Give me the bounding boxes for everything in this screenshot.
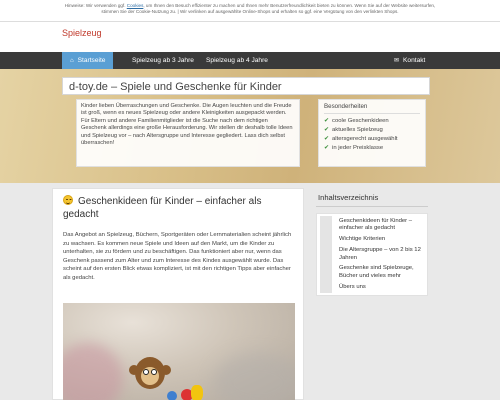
toc-item[interactable]: Die Altersgruppe – von 2 bis 12 Jahren — [317, 245, 427, 264]
nav-item-label: Startseite — [77, 57, 106, 64]
nav-item-label: Kontakt — [403, 57, 426, 64]
site-header — [0, 22, 500, 52]
check-icon: ✔ — [324, 118, 330, 124]
main-nav — [0, 52, 500, 69]
toc-list — [316, 213, 428, 296]
home-icon: ⌂ — [70, 58, 74, 64]
mail-icon: ✉ — [394, 58, 400, 64]
nav-item-ab-3-jahre[interactable] — [124, 52, 202, 69]
hero-banner — [0, 69, 500, 183]
toc-title: Inhaltsverzeichnis — [316, 188, 428, 207]
nav-item-label: Spielzeug ab 3 Jahre — [132, 57, 194, 64]
feature-label: in jeder Preisklasse — [332, 145, 384, 151]
site-brand[interactable]: Spielzeug — [62, 28, 102, 38]
nav-item-kontakt[interactable] — [386, 52, 433, 69]
nav-item-label: Spielzeug ab 4 Jahre — [206, 57, 268, 64]
feature-item — [324, 126, 420, 135]
sidebar — [316, 188, 428, 400]
feature-item — [324, 144, 420, 153]
check-icon: ✔ — [324, 127, 330, 133]
features-box-title: Besonderheiten — [324, 103, 420, 114]
hero-title: d-toy.de – Spiele und Geschenke für Kinder — [62, 77, 430, 95]
toc-item[interactable]: Wichtige Kriterien — [317, 235, 427, 246]
toc-item[interactable]: Geschenke sind Spielzeuge, Bücher und vieles mehr — [317, 264, 427, 283]
cookies-link[interactable]: Cookies — [126, 3, 144, 8]
feature-label: altersgerecht ausgewählt — [332, 136, 398, 142]
cookie-notice-text-2: , um Ihnen den Besuch effizienter zu machen und Ihnen mehr Benutzerfreundlichkeit bieten zu können. Wenn Sie auf der Website weitersurfen, stimmen Sie der Cookie-Nutzung zu. | Wir verlinken auf ausgewählte Online-Shops und erhalten so ggf. eine Vergütung von den verlinkten Shops. — [101, 3, 436, 14]
cookie-notice-text: Hinweise: Wir verwenden ggf. — [64, 3, 127, 8]
check-icon: ✔ — [324, 145, 330, 151]
hero-intro-text: Kinder lieben Überraschungen und Geschenke. Die Augen leuchten und die Freude ist groß, wenn es neues Spielzeug oder andere Kleinigkeiten ausgepackt werden. Für Eltern und andere Familienmitglieder ist die Suche nach dem richtigen Geschenk allerdings eine große Herausforderung. Wir stellen dir deshalb tolle Ideen und Spielzeug vor – nach Altersgruppe und Interesse gegliedert. Lass dich selbst überraschen! — [76, 99, 300, 167]
feature-label: aktuelles Spielzeug — [332, 127, 383, 133]
nav-item-startseite[interactable] — [62, 52, 113, 69]
check-icon: ✔ — [324, 136, 330, 142]
toc-item[interactable]: Geschenkideen für Kinder – einfacher als gedacht — [317, 216, 427, 235]
nav-item-ab-4-jahre[interactable] — [198, 52, 276, 69]
article-title — [63, 195, 293, 221]
article-title-text: Geschenkideen für Kinder – einfacher als gedacht — [63, 196, 262, 220]
main-article — [52, 188, 304, 400]
feature-item — [324, 117, 420, 126]
cookie-notice — [0, 0, 500, 22]
feature-label: coole Geschenkideen — [332, 118, 389, 124]
toy-photo — [63, 303, 295, 400]
toc-item[interactable]: Übers uns — [317, 283, 427, 294]
features-box — [318, 99, 426, 167]
smiley-icon — [63, 195, 73, 205]
article-text: Das Angebot an Spielzeug, Büchern, Sportgeräten oder Lernmaterialien scheint jährlich zu wachsen. Es kommen neue Spiele und Ideen auf den Markt, um die Kinder zu unterhalten, sie zu fördern und zu beschäftigen. Das funktioniert aber nur, wenn das Geschenk passend zum Alter und zum Interesse des Kindes ausgewählt wurde. Das scheint auf den ersten Blick etwas kompliziert, ist mit den richtigen Tipps aber einfacher als gedacht. — [63, 232, 292, 281]
feature-item — [324, 135, 420, 144]
